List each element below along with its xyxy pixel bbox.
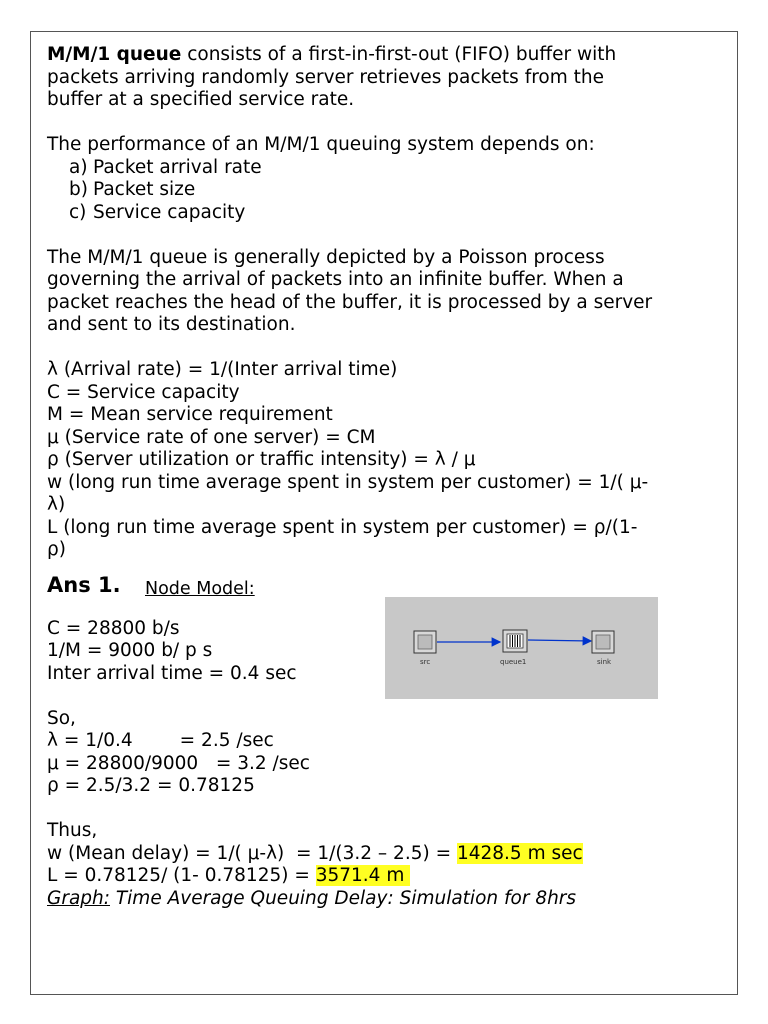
calc-rho: ρ = 2.5/3.2 = 0.78125 bbox=[47, 775, 255, 796]
poisson-line-3: packet reaches the head of the buffer, it is processed by a server bbox=[47, 291, 653, 313]
link-queue-sink bbox=[528, 640, 591, 641]
sink-node bbox=[592, 631, 614, 653]
poisson-line-4: and sent to its destination. bbox=[47, 314, 296, 335]
document-body bbox=[47, 44, 727, 910]
def-w-line-2: λ) bbox=[47, 494, 66, 515]
intro-term: M/M/1 queue bbox=[47, 44, 182, 65]
def-c: C = Service capacity bbox=[47, 381, 240, 403]
list-item: b) Packet size bbox=[69, 179, 196, 200]
def-mu: μ (Service rate of one server) = CM bbox=[47, 426, 376, 448]
intro-line-2: packets arriving randomly server retrieves packets from the bbox=[47, 66, 604, 88]
queue-node-icon bbox=[503, 630, 527, 652]
poisson-line-1: The M/M/1 queue is generally depicted by a Poisson process bbox=[47, 246, 605, 268]
def-w-line-1: w (long run time average spent in system per customer) = 1/( μ- bbox=[47, 471, 649, 493]
list-item: c) Service capacity bbox=[69, 201, 246, 223]
queue-label: queue1 bbox=[500, 658, 527, 666]
src-node bbox=[414, 631, 436, 653]
sink-label: sink bbox=[597, 658, 612, 666]
given-iat: Inter arrival time = 0.4 sec bbox=[47, 662, 297, 684]
calc-l: L = 0.78125/ (1- 0.78125) = 3571.4 m bbox=[47, 865, 411, 886]
w-result: 1428.5 m sec bbox=[456, 842, 583, 864]
calc-mu: μ = 28800/9000 = 3.2 /sec bbox=[47, 752, 310, 774]
so-label: So, bbox=[47, 707, 76, 729]
def-lambda: λ (Arrival rate) = 1/(Inter arrival time) bbox=[47, 359, 398, 380]
graph-label: Graph: bbox=[47, 887, 110, 909]
def-rho: ρ (Server utilization or traffic intensity) = λ / μ bbox=[47, 449, 476, 470]
thus-label: Thus, bbox=[47, 820, 98, 841]
list-item: a) Packet arrival rate bbox=[69, 156, 262, 178]
answer-heading: Ans 1. bbox=[47, 572, 121, 597]
def-l-line-2: ρ) bbox=[47, 539, 66, 560]
intro-line-3: buffer at a specified service rate. bbox=[47, 89, 355, 110]
performance-lead: The performance of an M/M/1 queuing system depends on: bbox=[47, 134, 595, 155]
given-m: 1/M = 9000 b/ p s bbox=[47, 640, 213, 661]
poisson-line-2: governing the arrival of packets into an infinite buffer. When a bbox=[47, 269, 624, 290]
src-label: src bbox=[420, 658, 431, 666]
calc-w: w (Mean delay) = 1/( μ-λ) = 1/(3.2 – 2.5) = 1428.5 m sec bbox=[47, 842, 583, 864]
graph-caption: Graph: Time Average Queuing Delay: Simulation for 8hrs bbox=[47, 887, 577, 909]
intro-line-1 bbox=[47, 44, 727, 67]
calc-lambda: λ = 1/0.4 = 2.5 /sec bbox=[47, 730, 274, 751]
given-c: C = 28800 b/s bbox=[47, 617, 180, 639]
l-result: 3571.4 m bbox=[315, 865, 411, 886]
node-model-svg bbox=[385, 597, 658, 699]
def-l-line-1: L (long run time average spent in system per customer) = ρ/(1- bbox=[47, 516, 638, 538]
performance-list bbox=[47, 157, 727, 225]
node-model-label: Node Model: bbox=[145, 578, 255, 599]
intro-text: consists of a first-in-first-out (FIFO) buffer with bbox=[181, 44, 617, 65]
node-model-diagram bbox=[385, 597, 658, 699]
def-m: M = Mean service requirement bbox=[47, 404, 333, 425]
